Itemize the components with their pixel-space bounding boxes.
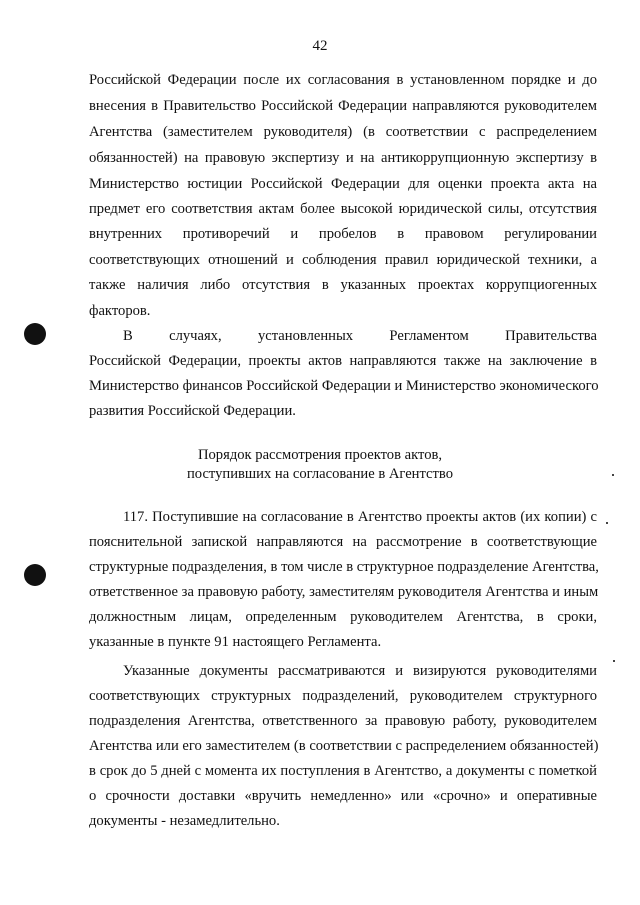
scan-speck (613, 660, 615, 662)
page-number: 42 (312, 38, 328, 54)
text-line: внутренних противоречий и пробелов в правовом регулировании (89, 226, 597, 242)
text-line: указанные в пункте 91 настоящего Регламента. (89, 634, 382, 650)
text-line: соответствующих структурных подразделений, руководителем структурного (89, 688, 597, 704)
text-line: структурные подразделения, в том числе в структурное подразделение Агентства, (89, 559, 599, 575)
text-line: Российской Федерации, проекты актов направляются также на заключение в (89, 353, 597, 369)
text-line: также наличия либо отсутствия в указанных проектах коррупциогенных (89, 277, 597, 293)
text-line: Указанные документы рассматриваются и визируются руководителями (123, 663, 597, 679)
text-line: факторов. (89, 303, 151, 319)
text-line: о срочности доставки «вручить немедленно» или «срочно» и оперативные (89, 788, 597, 804)
text-line: В случаях, установленных Регламентом Правительства (123, 328, 597, 344)
text-line: внесения в Правительство Российской Федерации направляются руководителем (89, 98, 597, 114)
text-line: 117. Поступившие на согласование в Агентство проекты актов (их копии) с (123, 509, 597, 525)
text-line: предмет его соответствия актам более высокой юридической силы, отсутствия (89, 201, 597, 217)
text-line: документы - незамедлительно. (89, 813, 280, 829)
punch-hole-mark (24, 564, 46, 586)
text-line: развития Российской Федерации. (89, 403, 296, 419)
section-heading-line-2: поступивших на согласование в Агентство (186, 466, 453, 482)
text-line: Министерство юстиции Российской Федерации для оценки проекта акта на (89, 176, 597, 192)
punch-hole-mark (24, 323, 46, 345)
text-line: Российской Федерации после их согласования в установленном порядке и до (89, 72, 597, 88)
text-line: соответствующих отношений и соблюдения правил юридической техники, а (89, 252, 597, 268)
text-line: должностным лицам, определенным руководителем Агентства, в сроки, (89, 609, 597, 625)
scan-speck (612, 474, 614, 476)
text-line: Агентства или его заместителем (в соответствии с распределением обязанностей) (89, 738, 599, 754)
text-line: в срок до 5 дней с момента их поступления в Агентство, а документы с пометкой (89, 763, 597, 779)
text-line: ответственное за правовую работу, заместителям руководителя Агентства и иным (89, 584, 599, 600)
text-line: Министерство финансов Российской Федерации и Министерство экономического (89, 378, 599, 394)
text-line: пояснительной запиской направляются на рассмотрение в соответствующие (89, 534, 597, 550)
section-heading-line-1: Порядок рассмотрения проектов актов, (197, 447, 443, 463)
text-line: подразделения Агентства, ответственного за правовую работу, руководителем (89, 713, 597, 729)
text-line: Агентства (заместителем руководителя) (в соответствии с распределением (89, 124, 597, 140)
scan-speck (606, 522, 608, 524)
text-line: обязанностей) на правовую экспертизу и на антикоррупционную экспертизу в (89, 150, 597, 166)
